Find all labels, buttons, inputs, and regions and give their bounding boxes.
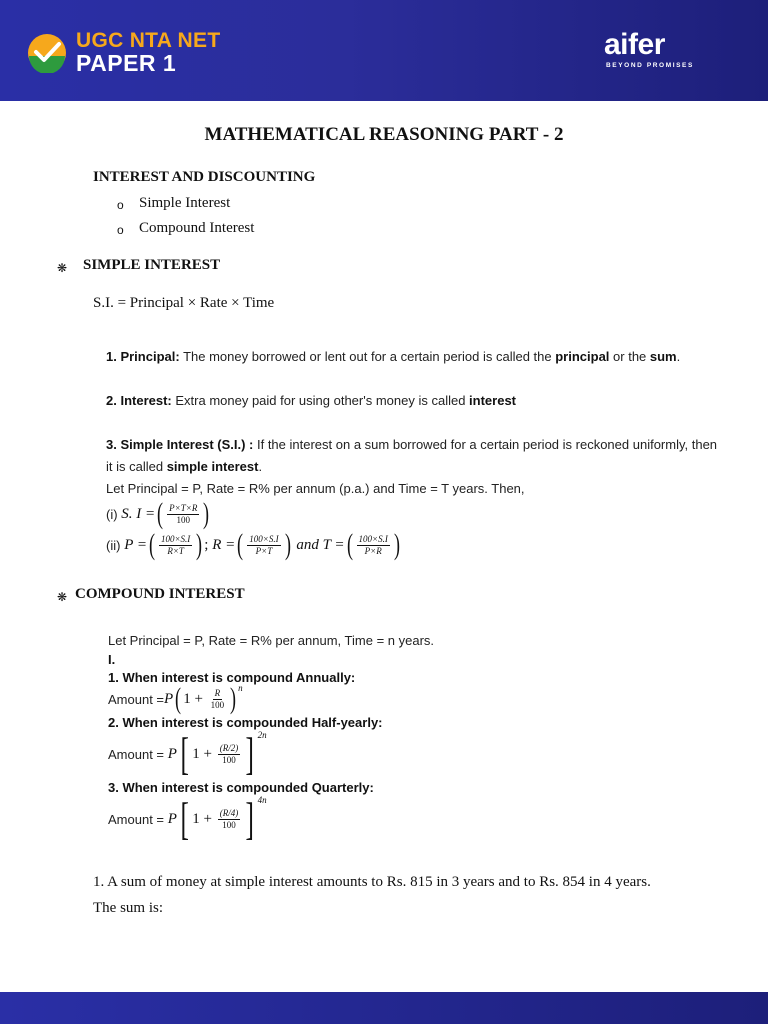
ci-case-quarterly: 3. When interest is compounded Quarterly:: [108, 780, 374, 795]
ci-case-half-yearly: 2. When interest is compounded Half-yearly:: [108, 715, 383, 730]
checkmark-badge-icon: [27, 33, 67, 73]
logo-tagline: BEYOND PROMISES: [606, 62, 694, 69]
si-formula: S.I. = Principal × Rate × Time: [93, 295, 275, 311]
page-title: MATHEMATICAL REASONING PART - 2: [204, 124, 564, 145]
formula-p-r-t: (ii) P = ( $\frac{100\times S.I}{R\times T}$ ) ; R = ( $\frac{100\times S.I}{P\times T}$ ) and T = ( $\frac{100\times S.I}{P\times R}$ ): [106, 528, 400, 561]
ci-let-statement: Let Principal = P, Rate = R% per annum, Time = n years.: [108, 633, 435, 648]
ci-roman-numeral: I.: [108, 652, 116, 667]
definition-simple-interest: 3. Simple Interest (S.I.) : If the interest on a sum borrowed for a certain period is reckoned uniformly, then: [106, 437, 718, 452]
formula-annual: Amount = P ( 1 + $\frac{R}{100}$ ) n: [108, 682, 243, 715]
section-heading-simple-interest: SIMPLE INTEREST: [83, 257, 221, 273]
formula-quarterly: Amount = P [ 1 + $\frac{(R/4)}{100}$ ] 4n: [108, 793, 267, 844]
snowflake-bullet-icon: ❋: [57, 261, 68, 275]
list-item: Simple Interest: [139, 195, 231, 211]
formula-half-yearly: Amount = P [ 1 + $\frac{(R/2)}{100}$ ] 2n: [108, 728, 267, 779]
bullet-icon: o: [117, 198, 124, 212]
question-text-line2: The sum is:: [93, 900, 163, 916]
question-text: 1. A sum of money at simple interest amounts to Rs. 815 in 3 years and to Rs. 854 in 4 years.: [93, 874, 651, 890]
let-statement: Let Principal = P, Rate = R% per annum (p.a.) and Time = T years. Then,: [106, 481, 525, 496]
aifer-logo: aifer: [604, 28, 665, 61]
brand-subtitle: PAPER 1: [76, 50, 177, 76]
section-heading-compound-interest: COMPOUND INTEREST: [75, 586, 245, 602]
definition-simple-interest-line2: it is called simple interest.: [106, 459, 263, 474]
snowflake-bullet-icon: ❋: [57, 590, 68, 604]
ci-case-annual: 1. When interest is compound Annually:: [108, 670, 356, 685]
list-item: Compound Interest: [139, 220, 255, 236]
bullet-icon: o: [117, 223, 124, 237]
definition-interest: 2. Interest: Extra money paid for using other's money is called interest: [106, 393, 517, 408]
section-heading-interest: INTEREST AND DISCOUNTING: [93, 169, 316, 185]
formula-si: (i) S. I = ( $\frac{P\times T\times R}{100}$ ): [106, 497, 210, 530]
definition-principal: 1. Principal: The money borrowed or lent out for a certain period is called the principal or the sum.: [106, 349, 681, 364]
header-banner: [0, 0, 768, 101]
footer-bar: [0, 992, 768, 1024]
brand-title: UGC NTA NET: [76, 29, 221, 52]
